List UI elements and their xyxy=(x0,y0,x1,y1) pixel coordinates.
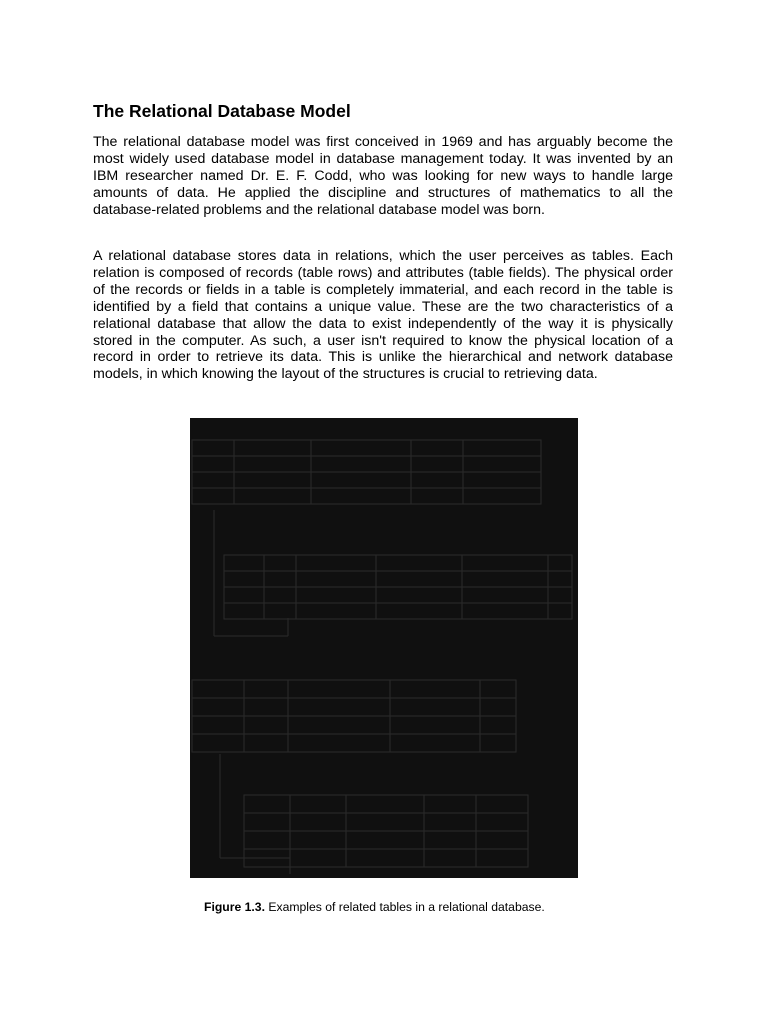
table-2-cell xyxy=(376,571,462,587)
table-4-cell xyxy=(424,831,476,849)
table-2-cell xyxy=(264,587,296,603)
related-tables-figure xyxy=(190,418,578,878)
table-1-cell xyxy=(192,488,234,504)
table-4-cell xyxy=(424,813,476,831)
table-1-cell xyxy=(411,456,463,472)
figure-caption xyxy=(204,900,545,914)
table-1-cell xyxy=(192,440,234,456)
table-2-cell xyxy=(462,571,548,587)
table-1-cell xyxy=(234,488,311,504)
table-4-cell xyxy=(290,831,346,849)
table-2-cell xyxy=(264,603,296,619)
table-1-cell xyxy=(311,472,411,488)
table-4-cell xyxy=(290,813,346,831)
table-3-cell xyxy=(244,734,288,752)
table-3-cell xyxy=(480,734,516,752)
table-2-cell xyxy=(376,587,462,603)
table-3-cell xyxy=(480,698,516,716)
table-2-cell xyxy=(264,571,296,587)
table-1-cell xyxy=(234,456,311,472)
table-2-cell xyxy=(296,555,376,571)
table-4-cell xyxy=(244,813,290,831)
table-2-cell xyxy=(462,587,548,603)
table-4-cell xyxy=(424,849,476,867)
table-2-cell xyxy=(548,603,572,619)
table-1-cell xyxy=(234,472,311,488)
figure-caption-label: Figure 1.3. xyxy=(204,900,265,914)
section-heading: The Relational Database Model xyxy=(93,101,351,121)
table-3-cell xyxy=(288,698,390,716)
table-2-cell xyxy=(548,555,572,571)
table-1-cell xyxy=(411,488,463,504)
table-2-cell xyxy=(224,555,264,571)
table-4-cell xyxy=(290,849,346,867)
table-3-cell xyxy=(390,734,480,752)
paragraph-2: A relational database stores data in relations, which the user perceives as tables. Each relation is composed of records (table rows) and attributes (table fields). The physical order of the records or fields in a table is completely immaterial, and each record in the table is identified by a field that contains a unique value. These are the two characteristics of a relational database that allow the data to exist independently of the way it is physically stored in the computer. As such, a user isn't required to know the physical location of a record in order to retrieve its data. This is unlike the hierarchical and network database models, in which knowing the layout of the structures is crucial to retrieving data. xyxy=(93,248,673,383)
table-3-cell xyxy=(192,698,244,716)
table-1-cell xyxy=(192,472,234,488)
table-2-cell xyxy=(376,555,462,571)
table-2-cell xyxy=(548,587,572,603)
table-1-cell xyxy=(463,488,541,504)
table-2-cell xyxy=(224,603,264,619)
table-2-cell xyxy=(376,603,462,619)
table-1-cell xyxy=(463,472,541,488)
table-2-cell xyxy=(548,571,572,587)
table-4-cell xyxy=(290,795,346,813)
table-4-cell xyxy=(476,795,528,813)
table-3-cell xyxy=(288,716,390,734)
table-3-cell xyxy=(192,716,244,734)
table-1-cell xyxy=(411,440,463,456)
table-3-cell xyxy=(390,716,480,734)
table-2-cell xyxy=(462,555,548,571)
table-3-cell xyxy=(390,680,480,698)
table-4-cell xyxy=(346,813,424,831)
figure-illustration xyxy=(190,418,578,878)
table-2-cell xyxy=(296,571,376,587)
table-1-cell xyxy=(411,472,463,488)
table-3-cell xyxy=(244,680,288,698)
table-2-cell xyxy=(296,603,376,619)
table-3-cell xyxy=(480,716,516,734)
table-3-cell xyxy=(390,698,480,716)
paragraph-1: The relational database model was first conceived in 1969 and has arguably become the most widely used database model in database management today. It was invented by an IBM researcher named Dr. E. F. Codd, who was looking for new ways to handle large amounts of data. He applied the discipline and structures of mathematics to all the database-related problems and the relational database model was born. xyxy=(93,134,673,218)
table-3-cell xyxy=(288,734,390,752)
table-4-cell xyxy=(244,795,290,813)
table-1-cell xyxy=(192,456,234,472)
table-2-cell xyxy=(462,603,548,619)
table-1-cell xyxy=(463,440,541,456)
table-3-cell xyxy=(192,734,244,752)
table-3-cell xyxy=(288,680,390,698)
table-3-cell xyxy=(244,716,288,734)
table-1-cell xyxy=(311,440,411,456)
table-4-cell xyxy=(346,795,424,813)
table-2-cell xyxy=(224,571,264,587)
table-1-cell xyxy=(463,456,541,472)
table-4-cell xyxy=(476,831,528,849)
table-4-cell xyxy=(476,849,528,867)
table-4-cell xyxy=(346,849,424,867)
table-3-cell xyxy=(192,680,244,698)
figure-caption-text: Examples of related tables in a relational database. xyxy=(264,900,545,914)
table-1-cell xyxy=(311,456,411,472)
table-1-cell xyxy=(311,488,411,504)
table-4-cell xyxy=(476,813,528,831)
table-2-cell xyxy=(296,587,376,603)
table-3-cell xyxy=(480,680,516,698)
table-3-cell xyxy=(244,698,288,716)
table-4-cell xyxy=(424,795,476,813)
table-2-cell xyxy=(264,555,296,571)
table-1-cell xyxy=(234,440,311,456)
table-4-cell xyxy=(244,831,290,849)
table-4-cell xyxy=(346,831,424,849)
table-2-cell xyxy=(224,587,264,603)
